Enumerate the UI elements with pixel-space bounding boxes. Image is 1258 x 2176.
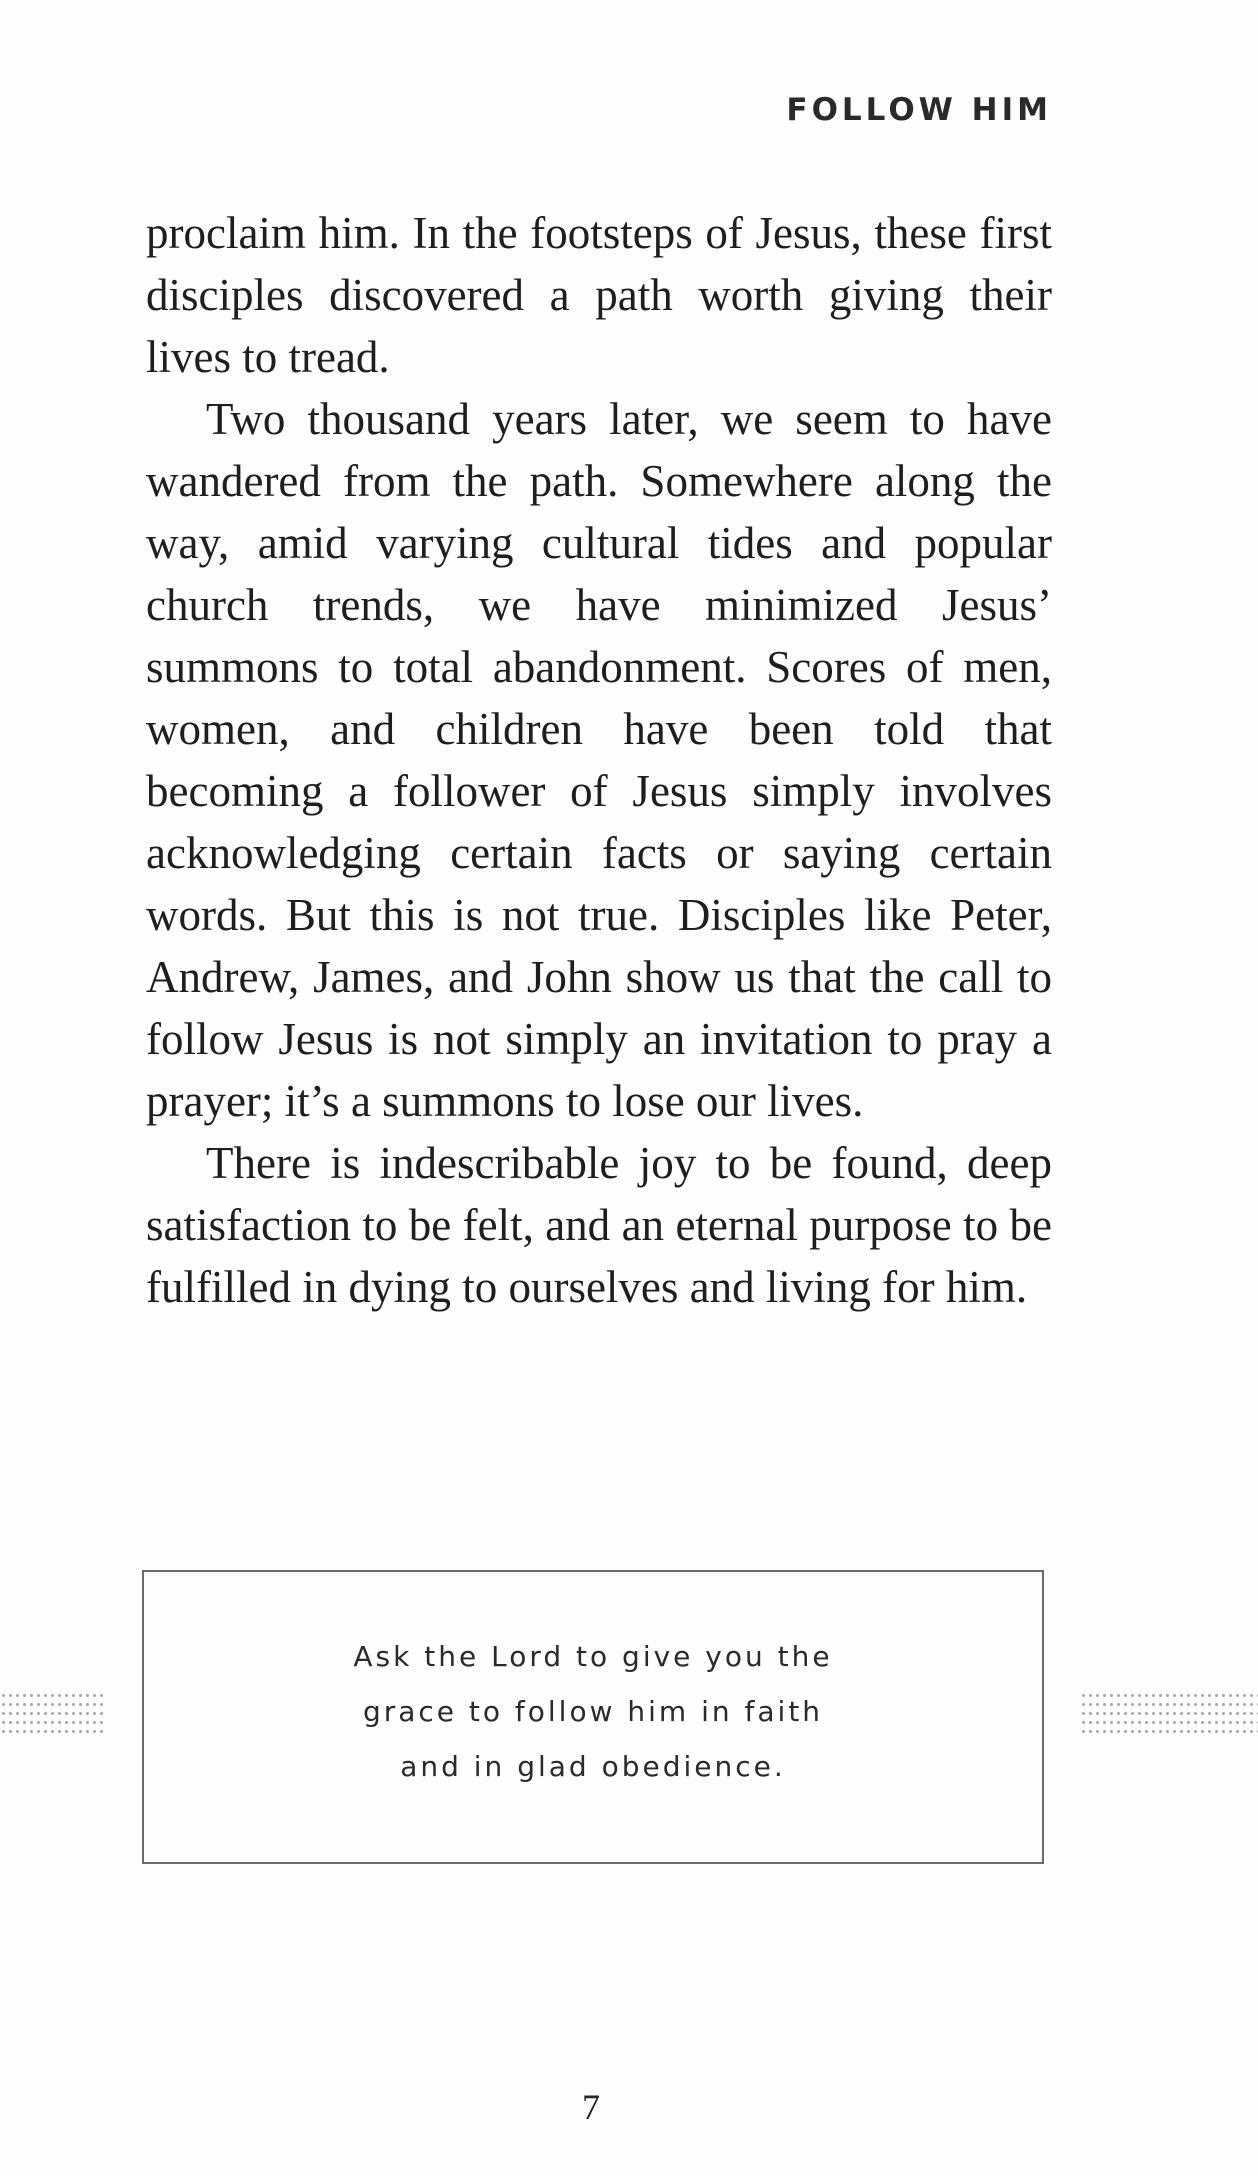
- prayer-line: grace to follow him in faith: [362, 1694, 824, 1728]
- prayer-text: [353, 1629, 832, 1794]
- prayer-line: Ask the Lord to give you the: [353, 1639, 833, 1673]
- paragraph: There is indescribable joy to be found, deep satisfaction to be felt, and an eternal purpose to be fulfilled in dying to ourselves and living for him.: [146, 1138, 1052, 1312]
- paragraph-continued: proclaim him. In the footsteps of Jesus, these first disciples discovered a path worth giving their lives to tread.: [146, 208, 1052, 382]
- prayer-line: and in glad obedience.: [400, 1749, 786, 1783]
- paragraph: Two thousand years later, we seem to have wandered from the path. Somewhere along the way, amid varying cultural tides and popular church trends, we have minimized Jesus’ summons to total abandonment. Scores of men, women, and children have been told that becoming a follower of Jesus simply involves acknowledging certain facts or saying certain words. But this is not true. Disciples like Peter, Andrew, James, and John show us that the call to follow Jesus is not simply an invitation to pray a prayer; it’s a summons to lose our lives.: [146, 394, 1052, 1126]
- prayer-callout-box: [142, 1570, 1044, 1864]
- dotted-ornament-left: [0, 1691, 106, 1733]
- page-number: 7: [582, 2087, 600, 2127]
- body-text: [146, 202, 1052, 1318]
- running-head: FOLLOW HIM: [786, 92, 1052, 128]
- dotted-ornament-right: [1080, 1691, 1258, 1733]
